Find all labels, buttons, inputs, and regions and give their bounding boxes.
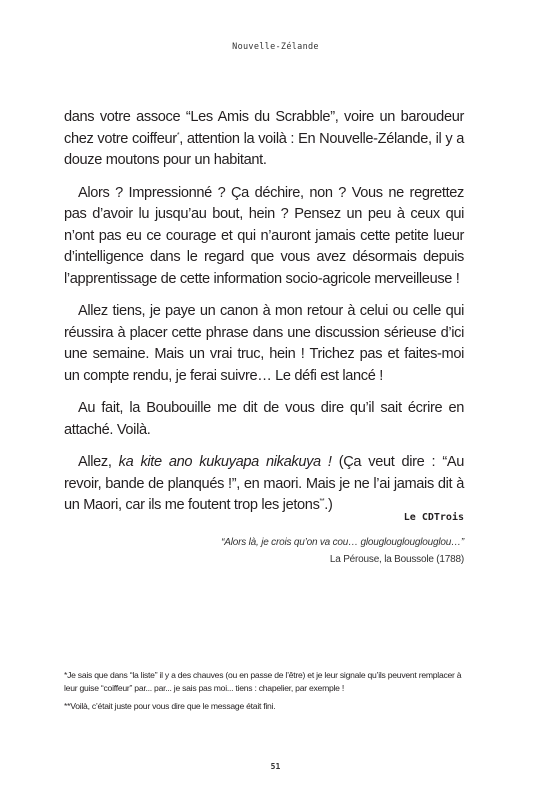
footnote-1: *Je sais que dans “la liste” il y a des chauves (ou en passe de l’être) et je leur signale qu’ils peuvent remplacer à leur guise “coiffeur” par... par... je sais pas moi... tiens : chapelier, par exemple ! (64, 670, 462, 693)
paragraph-1-text-b: , attention la voilà : En Nouvelle-Zélande, il y a douze moutons pour un habitant. (64, 130, 464, 168)
paragraph-5-text-a: Allez, (78, 454, 119, 470)
paragraph-4: Au fait, la Boubouille me dit de vous dire qu’il sait écrire en attaché. Voilà. (64, 400, 464, 438)
quote-attribution: La Pérouse, la Boussole (1788) (329, 554, 464, 565)
body-text (64, 107, 464, 528)
page-number: 51 (270, 762, 281, 771)
maori-phrase: ka kite ano kukuyapa nikakuya ! (118, 454, 332, 470)
signature: Le CDTrois (403, 512, 464, 523)
paragraph-2: Alors ? Impressionné ? Ça déchire, non ? Vous ne regrettez pas d’avoir lu jusqu’au bout, hein ? Pensez un peu à ceux qui n’ont pas eu ce courage et qui n’auront jamais cette petite lueur d’intelligence dans le regard que vous avez désormais depuis l’apprentissage de cette information socio-agricole merveilleuse ! (64, 184, 464, 287)
paragraph-3: Allez tiens, je paye un canon à mon retour à celui ou celle qui réussira à placer cette phrase dans une discussion sérieuse d’ici une semaine. Mais un vrai truc, hein ! Trichez pas et faites-moi un compte rendu, je ferai suivre… Le défi est lancé ! (64, 303, 464, 384)
paragraph-5-text-b: (Ça veut dire : “Au revoir, bande de planqués !”, en maori. Mais je ne l’ai jamais dit à un Maori, car ils me foutent trop les jetons (64, 454, 464, 513)
quote: “Alors là, je crois qu’on va cou… glouglouglouglouglou…” (221, 537, 464, 548)
footnote-2: **Voilà, c’était juste pour vous dire que le message était fini. (64, 701, 276, 711)
footnotes (64, 669, 474, 718)
paragraph-1-text-a: dans votre assoce “Les Amis du Scrabble”, voire un baroudeur chez votre coiffeur (64, 109, 464, 147)
paragraph-5 (64, 452, 464, 517)
paragraph-5-text-c: .) (324, 497, 333, 513)
paragraph-1 (64, 107, 464, 172)
footnote-marker-1: * (176, 131, 180, 139)
footnote-marker-2: ** (319, 498, 325, 506)
running-head: Nouvelle-Zélande (232, 42, 319, 52)
